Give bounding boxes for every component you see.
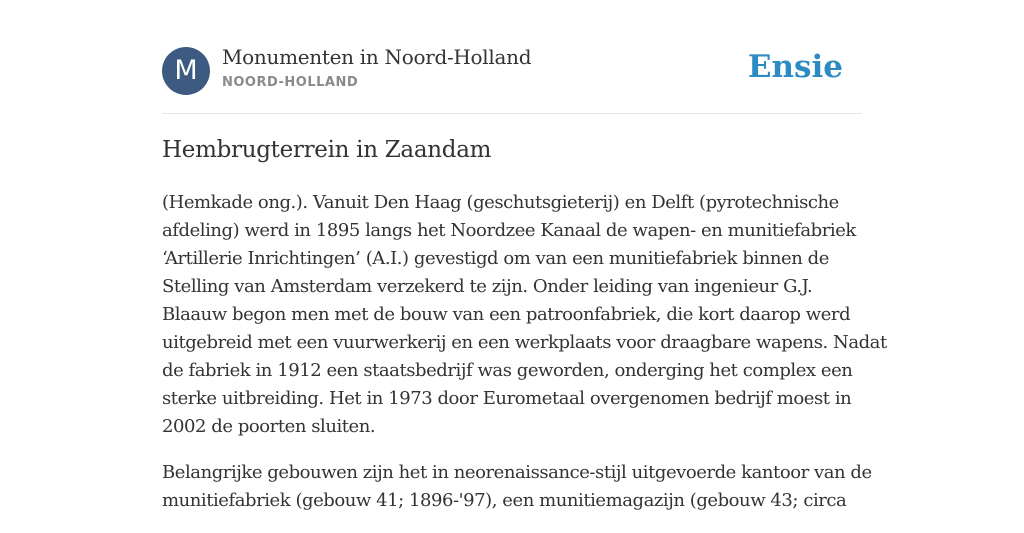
source-title[interactable]: Monumenten in Noord-Holland: [222, 45, 532, 69]
text-line: Stelling van Amsterdam verzekerd te zijn. Onder leiding van ingenieur G.J.: [162, 276, 813, 297]
text-line: sterke uitbreiding. Het in 1973 door Eurometaal overgenomen bedrijf moest in: [162, 388, 852, 409]
paragraph: [162, 189, 887, 441]
source-subtitle[interactable]: NOORD-HOLLAND: [222, 75, 359, 90]
text-line: ‘Artillerie Inrichtingen’ (A.I.) gevestigd om van een munitiefabriek binnen de: [162, 248, 829, 269]
ensie-logo[interactable]: Ensie: [747, 49, 843, 85]
text-line: Blaauw begon men met de bouw van een patroonfabriek, die kort daarop werd: [162, 304, 851, 325]
article-page: [162, 0, 887, 511]
page-title: Hembrugterrein in Zaandam: [162, 137, 492, 163]
article-body: [162, 189, 887, 533]
text-line: munitiefabriek (gebouw 41; 1896-'97), een munitiemagazijn (gebouw 43; circa: [162, 490, 847, 511]
text-line: de fabriek in 1912 een staatsbedrijf was geworden, onderging het complex een: [162, 360, 853, 381]
paragraph: [162, 459, 872, 515]
text-line: afdeling) werd in 1895 langs het Noordzee Kanaal de wapen- en munitiefabriek: [162, 220, 856, 241]
avatar[interactable]: M: [162, 47, 210, 95]
text-line: 2002 de poorten sluiten.: [162, 416, 376, 437]
text-line: (Hemkade ong.). Vanuit Den Haag (geschutsgieterij) en Delft (pyrotechnische: [162, 192, 839, 213]
source-header: [162, 0, 862, 114]
text-line: Belangrijke gebouwen zijn het in neorenaissance-stijl uitgevoerde kantoor van de: [162, 462, 872, 483]
text-line: uitgebreid met een vuurwerkerij en een werkplaats voor draagbare wapens. Nadat: [162, 332, 887, 353]
